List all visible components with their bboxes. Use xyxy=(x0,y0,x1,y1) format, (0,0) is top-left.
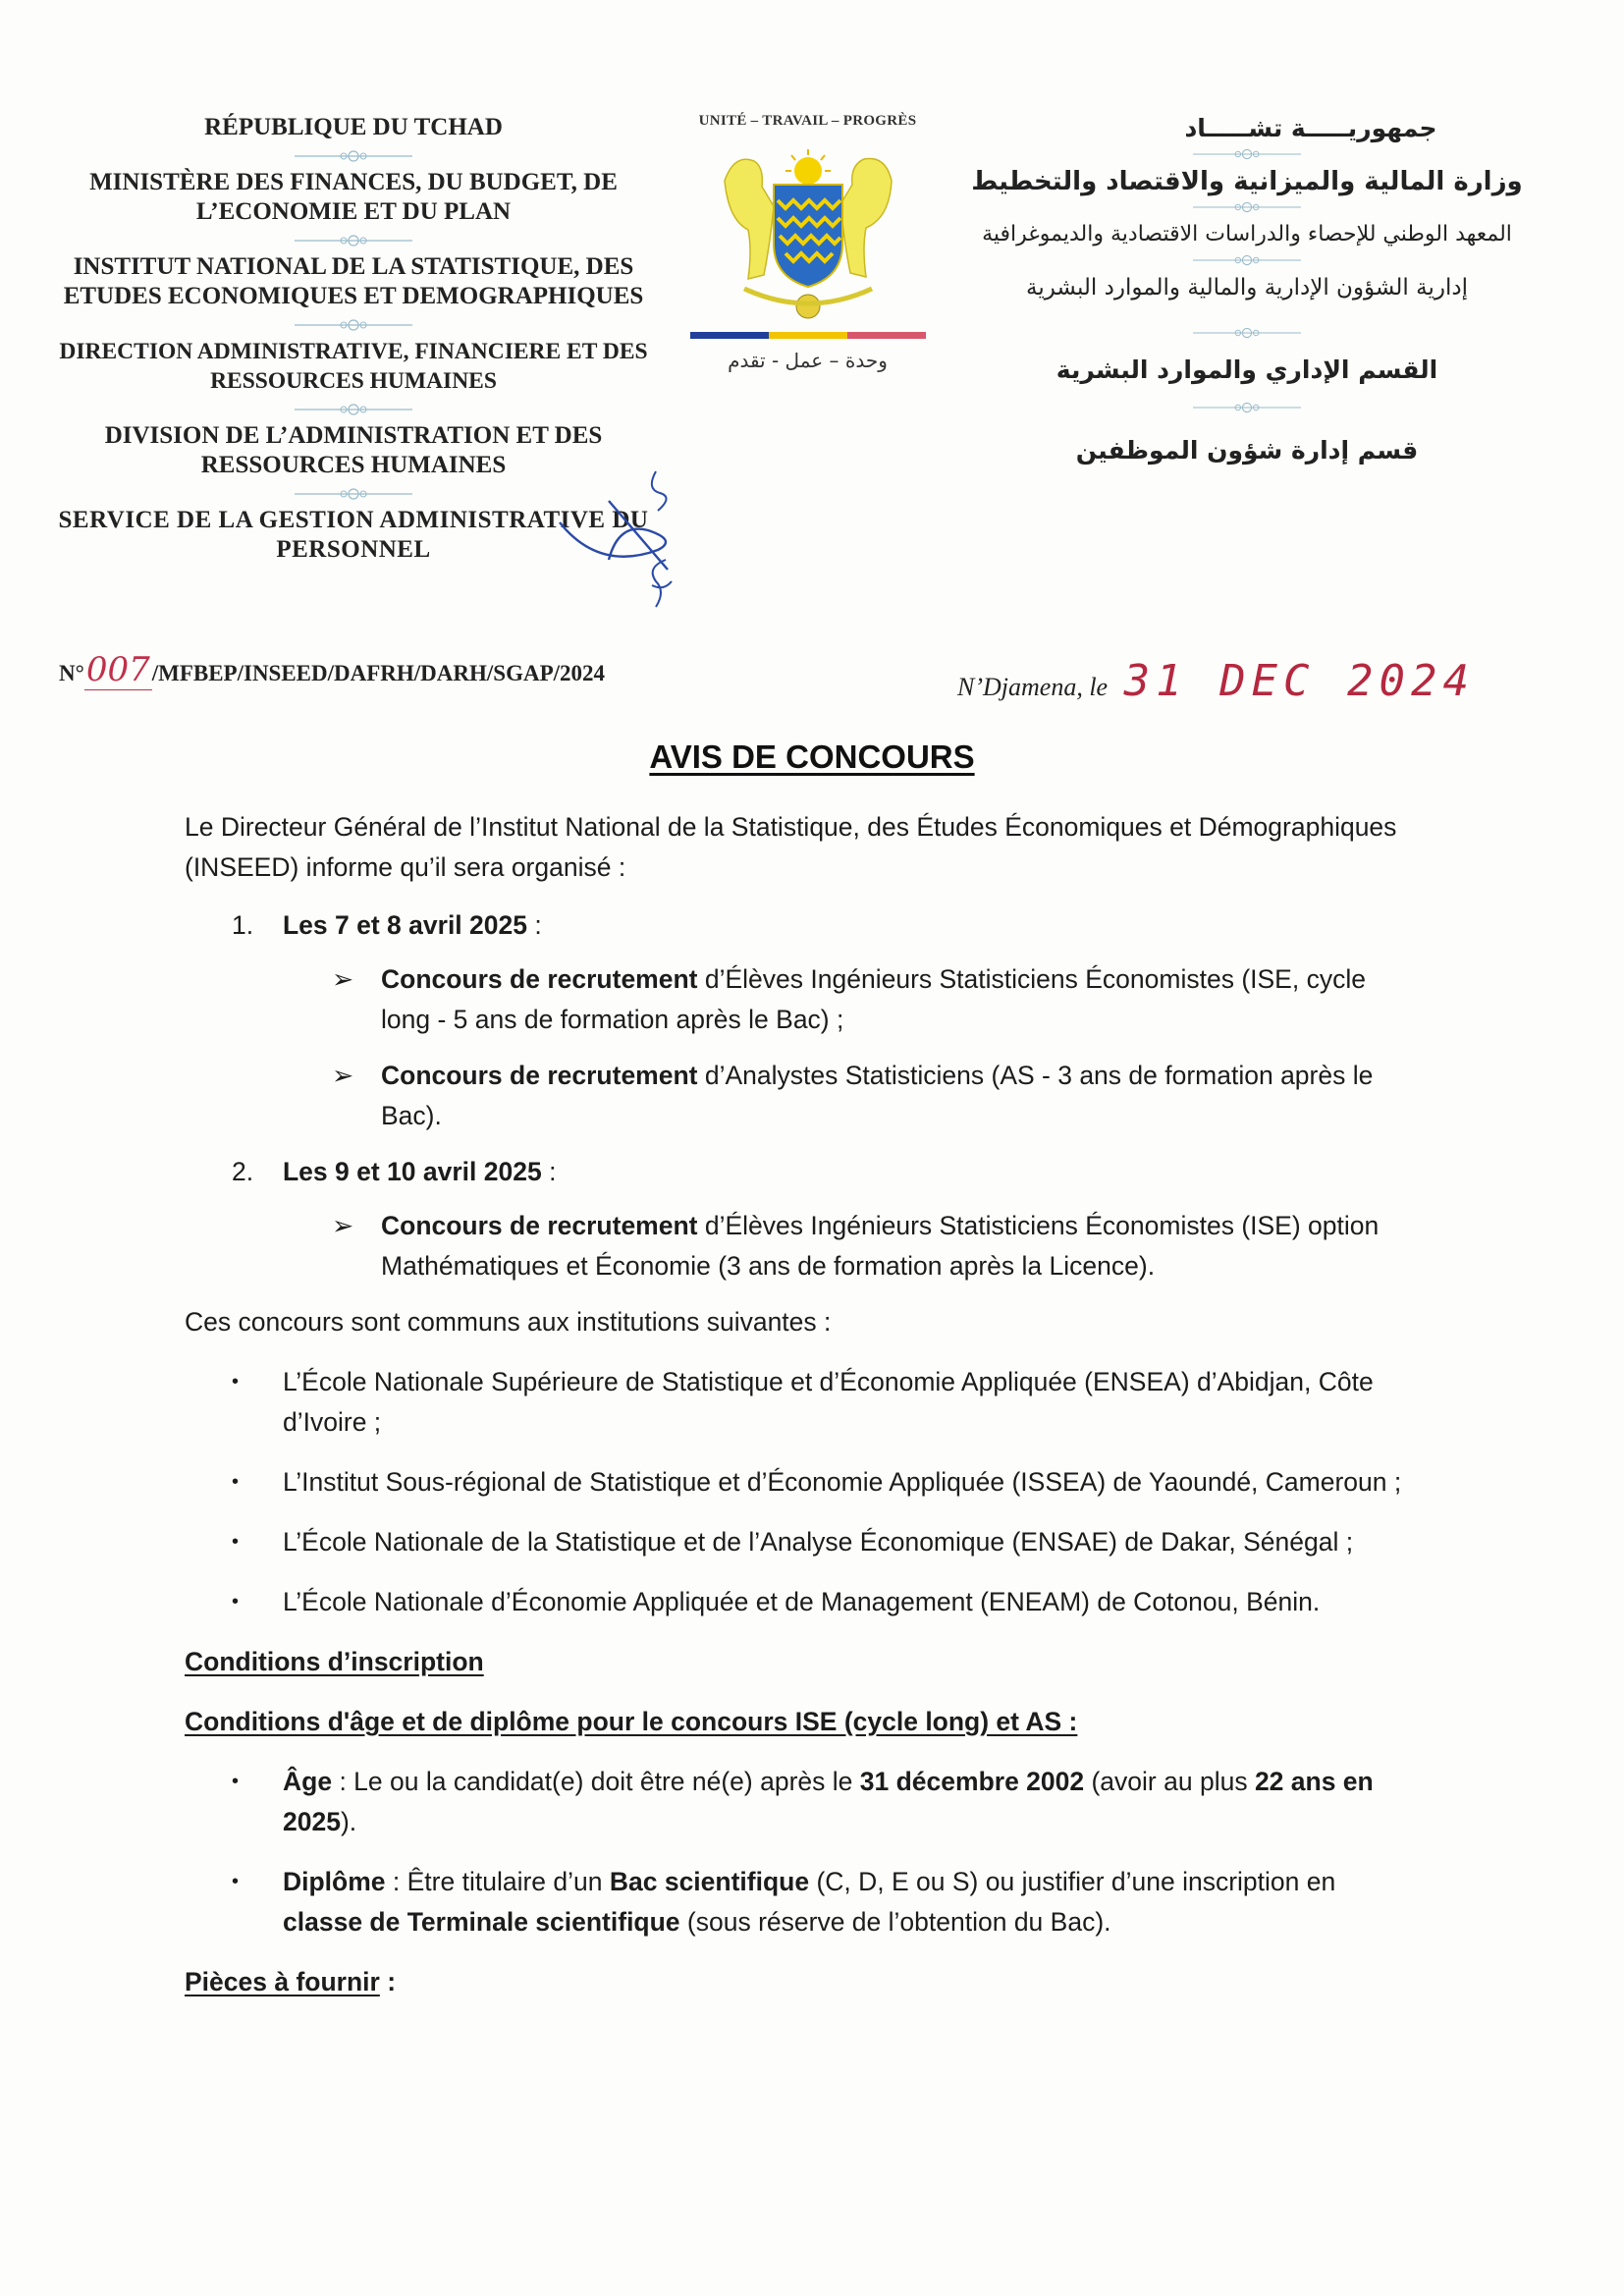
age-limit: 22 ans en 2025 xyxy=(283,1767,1374,1836)
session-colon: : xyxy=(526,910,542,940)
arrow-bullet-icon: ➢ xyxy=(332,1061,354,1090)
ornament-divider xyxy=(295,486,412,502)
item-bold-label: Concours de recrutement xyxy=(381,1061,698,1090)
item-text: d’Élèves Ingénieurs Statisticiens Économistes (ISE, cycle long - 5 ans de formation après le Bac) ; xyxy=(381,964,1366,1034)
institute-name-arabic: المعهد الوطني للإحصاء والدراسات الاقتصادية والديموغرافية xyxy=(982,222,1512,246)
pieces-heading-line xyxy=(185,1962,1422,2002)
date-label: N’Djamena, le xyxy=(957,673,1109,701)
institution-text: L’École Nationale d’Économie Appliquée et de Management (ENEAM) de Cotonou, Bénin. xyxy=(283,1587,1321,1616)
flag-yellow-stripe xyxy=(769,332,847,339)
division-name: DIVISION DE L’ADMINISTRATION ET DES RESSOURCES HUMAINES xyxy=(104,422,603,478)
flag-red-stripe xyxy=(847,332,926,339)
institution-item xyxy=(185,1462,1422,1503)
age-text: : Le ou la candidat(e) doit être né(e) après le xyxy=(332,1767,860,1796)
session-colon: : xyxy=(541,1157,557,1186)
session-1-item-2 xyxy=(185,1056,1422,1136)
ornament-divider xyxy=(295,148,412,164)
session-2-item-1 xyxy=(185,1206,1422,1286)
age-date: 31 décembre 2002 xyxy=(859,1767,1085,1796)
division-name-arabic: القسم الإداري والموارد البشرية xyxy=(1056,355,1438,384)
age-label: Âge xyxy=(283,1767,333,1796)
arrow-bullet-icon: ➢ xyxy=(332,1211,354,1240)
session-1-item-1 xyxy=(185,959,1422,1040)
institution-text: L’École Nationale de la Statistique et de l’Analyse Économique (ENSAE) de Dakar, Sénégal ; xyxy=(283,1527,1354,1557)
item-bold-label: Concours de recrutement xyxy=(381,1211,698,1240)
national-motto: UNITÉ – TRAVAIL – PROGRÈS xyxy=(698,113,917,129)
ornament-divider xyxy=(1193,252,1301,268)
age-text: (avoir au plus xyxy=(1084,1767,1255,1796)
flag-color-bar xyxy=(690,332,926,339)
institution-text: L’École Nationale Supérieure de Statistique et d’Économie Appliquée (ENSEA) d’Abidjan, Côte d’Ivoire ; xyxy=(283,1367,1374,1437)
age-diploma-heading: Conditions d'âge et de diplôme pour le concours ISE (cycle long) et AS : xyxy=(185,1707,1078,1736)
item-text: d’Élèves Ingénieurs Statisticiens Économistes (ISE) option Mathématiques et Économie (3 ans de formation après la Licence). xyxy=(381,1211,1380,1281)
session-2 xyxy=(185,1152,1422,1192)
bullet-icon: • xyxy=(232,1531,240,1553)
direction-name: DIRECTION ADMINISTRATIVE, FINANCIERE ET DES RESSOURCES HUMAINES xyxy=(59,339,648,394)
handwritten-initials xyxy=(550,462,697,619)
header-right-arabic xyxy=(943,113,1551,466)
coat-of-arms-icon xyxy=(705,141,911,328)
diploma-bac: Bac scientifique xyxy=(609,1867,810,1896)
national-motto-arabic: وحدة – عمل - تقدم xyxy=(728,349,888,372)
age-condition xyxy=(185,1762,1422,1842)
session-1 xyxy=(185,905,1422,946)
ministry-name-arabic: وزارة المالية والميزانية والاقتصاد والتخطيط xyxy=(971,167,1523,196)
institution-item xyxy=(185,1582,1422,1622)
institution-item xyxy=(185,1522,1422,1562)
ornament-divider xyxy=(1193,199,1301,215)
institute-name: INSTITUT NATIONAL DE LA STATISTIQUE, DES ETUDES ECONOMIQUES ET DEMOGRAPHIQUES xyxy=(63,253,644,309)
ministry-name: MINISTÈRE DES FINANCES, DU BUDGET, DE L’ECONOMIE ET DU PLAN xyxy=(89,169,618,225)
ornament-divider xyxy=(1193,325,1301,341)
pieces-colon: : xyxy=(379,1967,397,1996)
date-stamp: 31 DEC 2024 xyxy=(1123,656,1475,706)
coat-of-arms-block xyxy=(687,113,928,372)
item-bold-label: Concours de recrutement xyxy=(381,964,698,994)
institution-text: L’Institut Sous-régional de Statistique et d’Économie Appliquée (ISSEA) de Yaoundé, Cameroun ; xyxy=(283,1467,1402,1497)
diploma-terminale: classe de Terminale scientifique xyxy=(283,1907,680,1937)
bullet-icon: • xyxy=(232,1771,240,1792)
ornament-divider xyxy=(1193,400,1301,415)
direction-name-arabic: إدارية الشؤون الإدارية والمالية والموارد البشرية xyxy=(1026,275,1468,301)
service-name-arabic: قسم إدارة شؤون الموظفين xyxy=(1075,436,1419,465)
session-date: Les 7 et 8 avril 2025 xyxy=(283,910,527,940)
republic-name: RÉPUBLIQUE DU TCHAD xyxy=(204,114,503,140)
diploma-label: Diplôme xyxy=(283,1867,386,1896)
diploma-text: : Être titulaire d’un xyxy=(385,1867,610,1896)
ornament-divider xyxy=(295,317,412,333)
diploma-condition xyxy=(185,1862,1422,1942)
document-title: AVIS DE CONCOURS xyxy=(649,738,975,775)
date-line xyxy=(957,656,1475,706)
diploma-text: (C, D, E ou S) ou justifier d’une inscription en xyxy=(809,1867,1336,1896)
diploma-text: (sous réserve de l’obtention du Bac). xyxy=(679,1907,1111,1937)
reference-handwritten-number: 007 xyxy=(85,650,150,689)
ornament-divider xyxy=(295,233,412,248)
service-name: SERVICE DE LA GESTION ADMINISTRATIVE DU PERSONNEL xyxy=(58,507,649,563)
document-body xyxy=(185,807,1422,2002)
bullet-icon: • xyxy=(232,1591,240,1613)
reference-suffix: /MFBEP/INSEED/DAFRH/DARH/SGAP/2024 xyxy=(151,661,606,685)
common-intro: Ces concours sont communs aux institutions suivantes : xyxy=(185,1307,832,1337)
bullet-icon: • xyxy=(232,1371,240,1393)
ornament-divider xyxy=(295,402,412,417)
ornament-divider xyxy=(1193,146,1301,162)
republic-name-arabic: جمهوريـــــة تشـــــاد xyxy=(1184,114,1437,142)
bullet-icon: • xyxy=(232,1471,240,1493)
reference-number xyxy=(59,650,605,689)
arrow-bullet-icon: ➢ xyxy=(332,964,354,994)
institution-item xyxy=(185,1362,1422,1443)
session-number: 1. xyxy=(232,910,254,940)
session-date: Les 9 et 10 avril 2025 xyxy=(283,1157,542,1186)
pieces-heading: Pièces à fournir xyxy=(185,1967,380,1996)
intro-paragraph: Le Directeur Général de l’Institut National de la Statistique, des Études Économiques et Démographiques (INSEED) informe qu’il sera organisé : xyxy=(185,812,1397,882)
bullet-icon: • xyxy=(232,1871,240,1892)
conditions-heading: Conditions d’inscription xyxy=(185,1647,484,1676)
flag-blue-stripe xyxy=(690,332,769,339)
item-text: d’Analystes Statisticiens (AS - 3 ans de formation après le Bac). xyxy=(381,1061,1374,1130)
session-number: 2. xyxy=(232,1157,254,1186)
reference-prefix: N° xyxy=(59,661,84,685)
age-text: ). xyxy=(340,1807,357,1836)
